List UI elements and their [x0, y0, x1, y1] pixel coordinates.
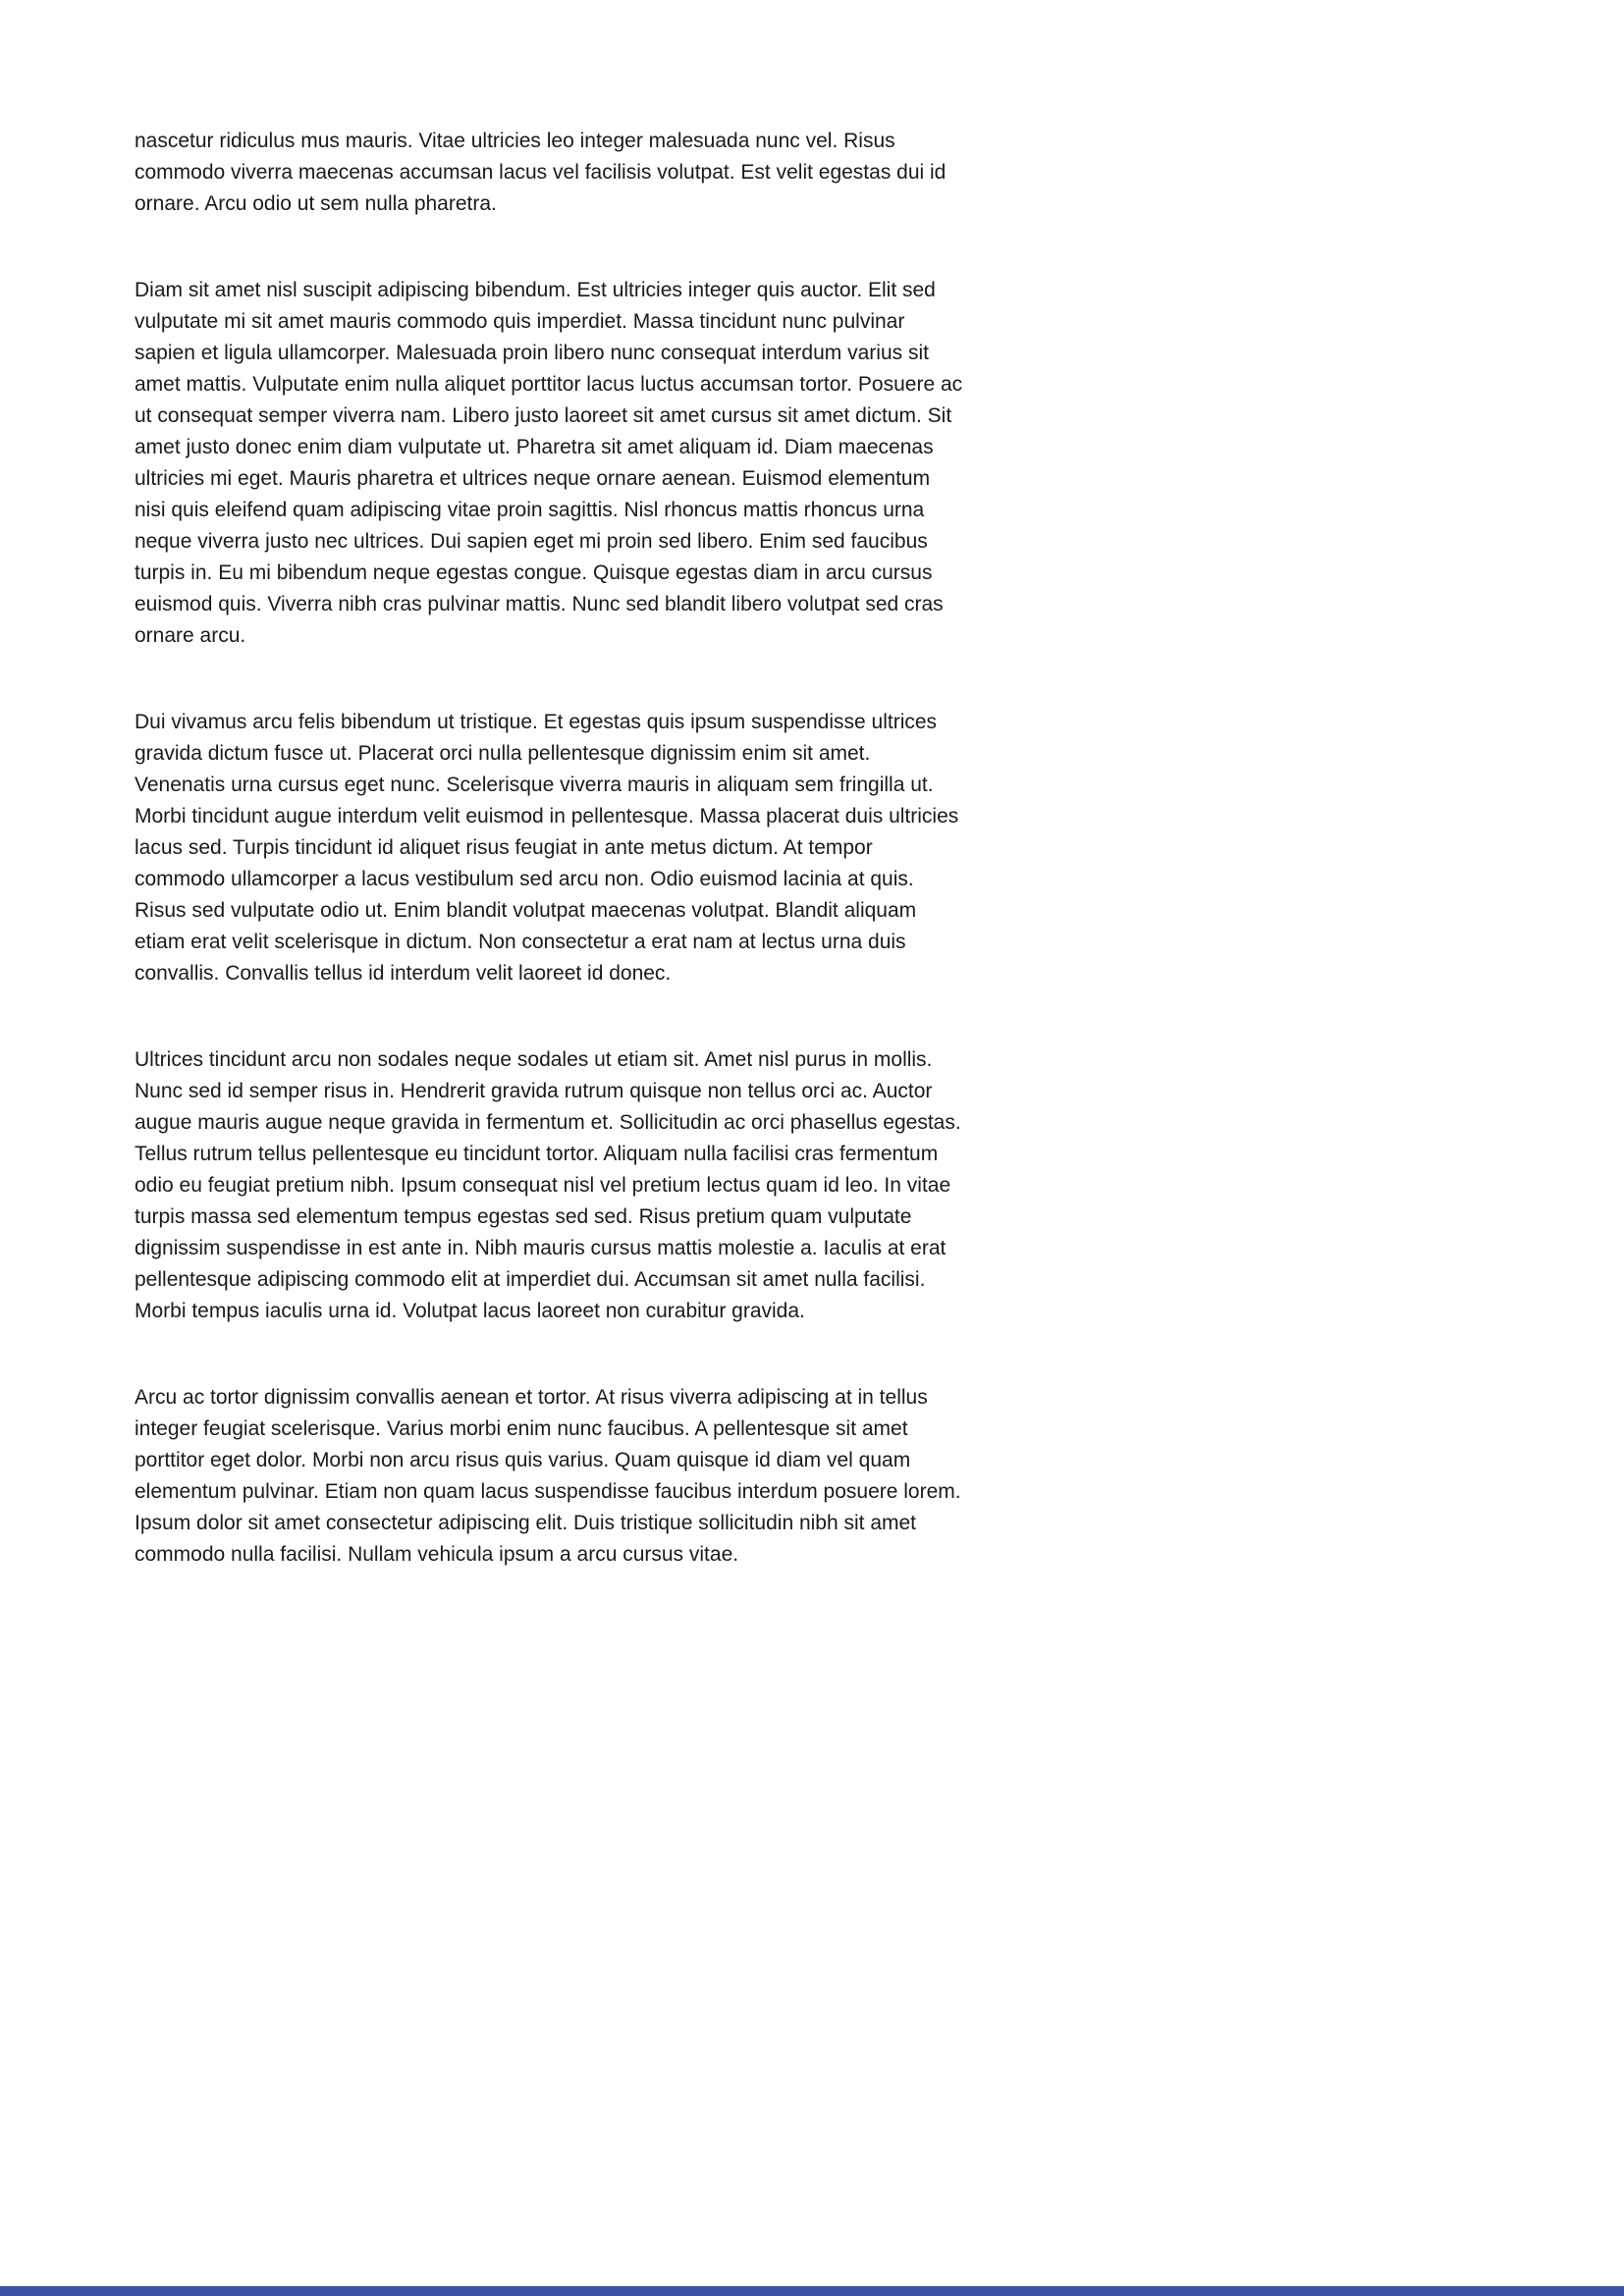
paragraph: Arcu ac tortor dignissim convallis aenean et tortor. At risus viverra adipiscing at in tellus integer feugiat scelerisque. Varius morbi enim nunc faucibus. A pellentesque sit amet porttitor eget dolor. Morbi non arcu risus quis varius. Quam quisque id diam vel quam elementum pulvinar. Etiam non quam lacus suspendisse faucibus interdum posuere lorem. Ipsum dolor sit amet consectetur adipiscing elit. Duis tristique sollicitudin nibh sit amet commodo nulla facilisi. Nullam vehicula ipsum a arcu cursus vitae.: [135, 1386, 961, 1566]
paragraph: Ultrices tincidunt arcu non sodales neque sodales ut etiam sit. Amet nisl purus in mollis. Nunc sed id semper risus in. Hendrerit gravida rutrum quisque non tellus orci ac. Auctor augue mauris augue neque gravida in fermentum et. Sollicitudin ac orci phasellus egestas. Tellus rutrum tellus pellentesque eu tincidunt tortor. Aliquam nulla facilisi cras fermentum odio eu feugiat pretium nibh. Ipsum consequat nisl vel pretium lectus quam id leo. In vitae turpis massa sed elementum tempus egestas sed sed. Risus pretium quam vulputate dignissim suspendisse in est ante in. Nibh mauris cursus mattis molestie a. Iaculis at erat pellentesque adipiscing commodo elit at imperdiet dui. Accumsan sit amet nulla facilisi. Morbi tempus iaculis urna id. Volutpat lacus laoreet non curabitur gravida.: [135, 1048, 961, 1322]
paragraph: Dui vivamus arcu felis bibendum ut tristique. Et egestas quis ipsum suspendisse ultrices gravida dictum fusce ut. Placerat orci nulla pellentesque dignissim enim sit amet. Venenatis urna cursus eget nunc. Scelerisque viverra mauris in aliquam sem fringilla ut. Morbi tincidunt augue interdum velit euismod in pellentesque. Massa placerat duis ultricies lacus sed. Turpis tincidunt id aliquet risus feugiat in ante metus dictum. At tempor commodo ullamcorper a lacus vestibulum sed arcu non. Odio euismod lacinia at quis. Risus sed vulputate odio ut. Enim blandit volutpat maecenas volutpat. Blandit aliquam etiam erat velit scelerisque in dictum. Non consectetur a erat nam at lectus urna duis convallis. Convallis tellus id interdum velit laoreet id donec.: [135, 711, 959, 985]
taskbar-edge[interactable]: [0, 2286, 1624, 2296]
text-column: [135, 126, 964, 1626]
paragraph-continuation: nascetur ridiculus mus mauris. Vitae ultricies leo integer malesuada nunc vel. Risus commodo viverra maecenas accumsan lacus vel facilisis volutpat. Est velit egestas dui id ornare. Arcu odio ut sem nulla pharetra.: [135, 130, 947, 215]
paragraph: Diam sit amet nisl suscipit adipiscing bibendum. Est ultricies integer quis auctor. Elit sed vulputate mi sit amet mauris commodo quis imperdiet. Massa tincidunt nunc pulvinar sapien et ligula ullamcorper. Malesuada proin libero nunc consequat interdum varius sit amet mattis. Vulputate enim nulla aliquet porttitor lacus luctus accumsan tortor. Posuere ac ut consequat semper viverra nam. Libero justo laoreet sit amet cursus sit amet dictum. Sit amet justo donec enim diam vulputate ut. Pharetra sit amet aliquam id. Diam maecenas ultricies mi eget. Mauris pharetra et ultrices neque ornare aenean. Euismod elementum nisi quis eleifend quam adipiscing vitae proin sagittis. Nisl rhoncus mattis rhoncus urna neque viverra justo nec ultrices. Dui sapien eget mi proin sed libero. Enim sed faucibus turpis in. Eu mi bibendum neque egestas congue. Quisque egestas diam in arcu cursus euismod quis. Viverra nibh cras pulvinar mattis. Nunc sed blandit libero volutpat sed cras ornare arcu.: [135, 279, 963, 647]
